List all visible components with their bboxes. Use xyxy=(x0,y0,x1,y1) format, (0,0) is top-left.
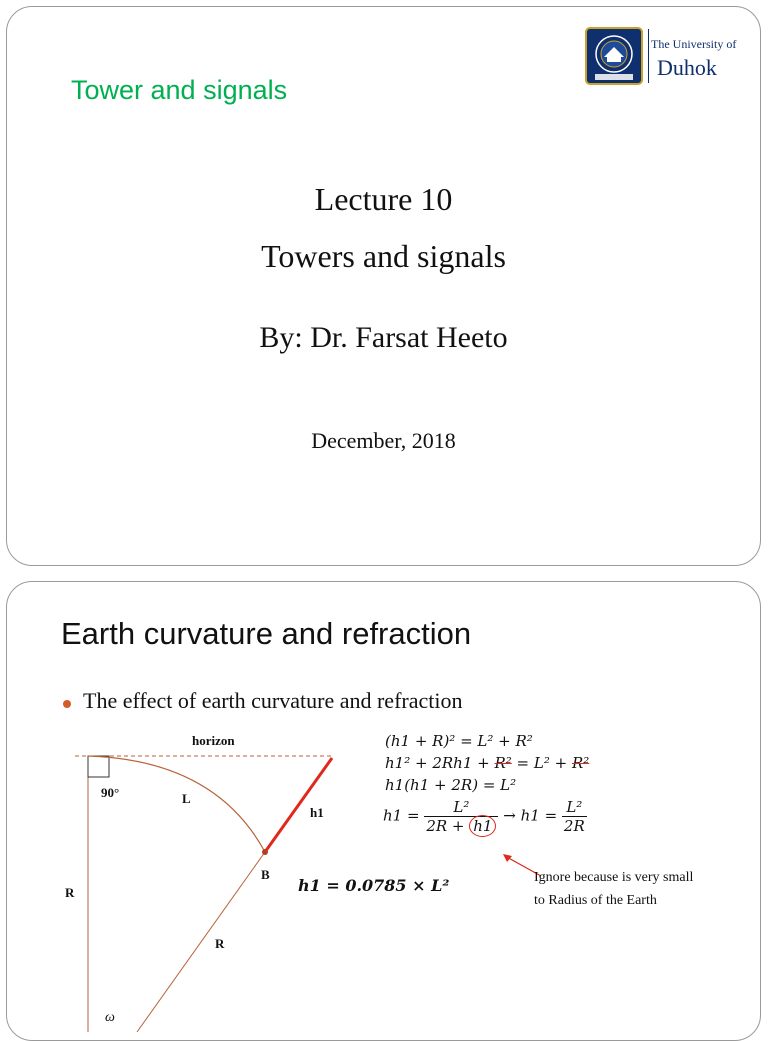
fraction-2 xyxy=(562,798,587,835)
equation-2-mid: = L² + xyxy=(511,754,572,772)
content-slide xyxy=(6,581,761,1041)
lecture-number: Lecture 10 xyxy=(314,181,453,217)
title-slide xyxy=(6,6,761,566)
earth-arc xyxy=(88,756,265,852)
label-R-diagonal: R xyxy=(215,936,225,951)
point-b xyxy=(262,849,268,855)
fraction-1-den-a: 2R + xyxy=(426,817,470,835)
label-h1: h1 xyxy=(310,805,324,820)
bullet-text: The effect of earth curvature and refraction xyxy=(83,688,463,713)
label-B: B xyxy=(261,867,270,882)
equation-3: h1(h1 + 2R) = L² xyxy=(385,776,517,794)
label-R-left: R xyxy=(65,885,75,900)
equation-4 xyxy=(383,798,587,835)
equation-1: (h1 + R)² = L² + R² xyxy=(385,732,533,750)
slide-corner-title: Tower and signals xyxy=(71,75,288,105)
fraction-2-den: 2R xyxy=(563,817,585,835)
label-angle: 90° xyxy=(101,785,120,800)
logo-text-line1: The University of xyxy=(651,37,737,51)
fraction-1 xyxy=(424,798,498,835)
bullet-dot xyxy=(63,700,71,708)
equation-2 xyxy=(385,754,589,772)
struck-r2-b: R² xyxy=(571,754,590,772)
note-line-1: Ignore because is very small xyxy=(534,870,694,885)
slide-title: Earth curvature and refraction xyxy=(61,616,472,651)
equation-2-left: h1² + 2Rh1 + xyxy=(385,754,495,772)
right-angle-marker xyxy=(88,756,109,777)
struck-r2-a: R² xyxy=(494,754,512,772)
logo-text-line2: Duhok xyxy=(657,55,717,80)
author: By: Dr. Farsat Heeto xyxy=(259,321,508,354)
fraction-2-num: L² xyxy=(562,798,587,817)
label-L: L xyxy=(182,791,191,806)
fraction-1-num: L² xyxy=(424,798,498,817)
radius-diagonal xyxy=(137,852,265,1032)
university-logo xyxy=(585,25,749,87)
label-omega: ω xyxy=(105,1010,115,1025)
note-line-2: to Radius of the Earth xyxy=(534,893,657,908)
date: December, 2018 xyxy=(311,428,456,453)
result-formula: h1 = 0.0785 × L² xyxy=(298,876,450,895)
circled-h1: h1 xyxy=(469,815,496,837)
university-seal-icon xyxy=(585,27,643,85)
lecture-topic: Towers and signals xyxy=(261,238,506,274)
equation-4-arrow: → h1 = xyxy=(503,806,562,825)
equation-4-lhs: h1 = xyxy=(383,806,425,825)
label-horizon: horizon xyxy=(192,733,235,748)
